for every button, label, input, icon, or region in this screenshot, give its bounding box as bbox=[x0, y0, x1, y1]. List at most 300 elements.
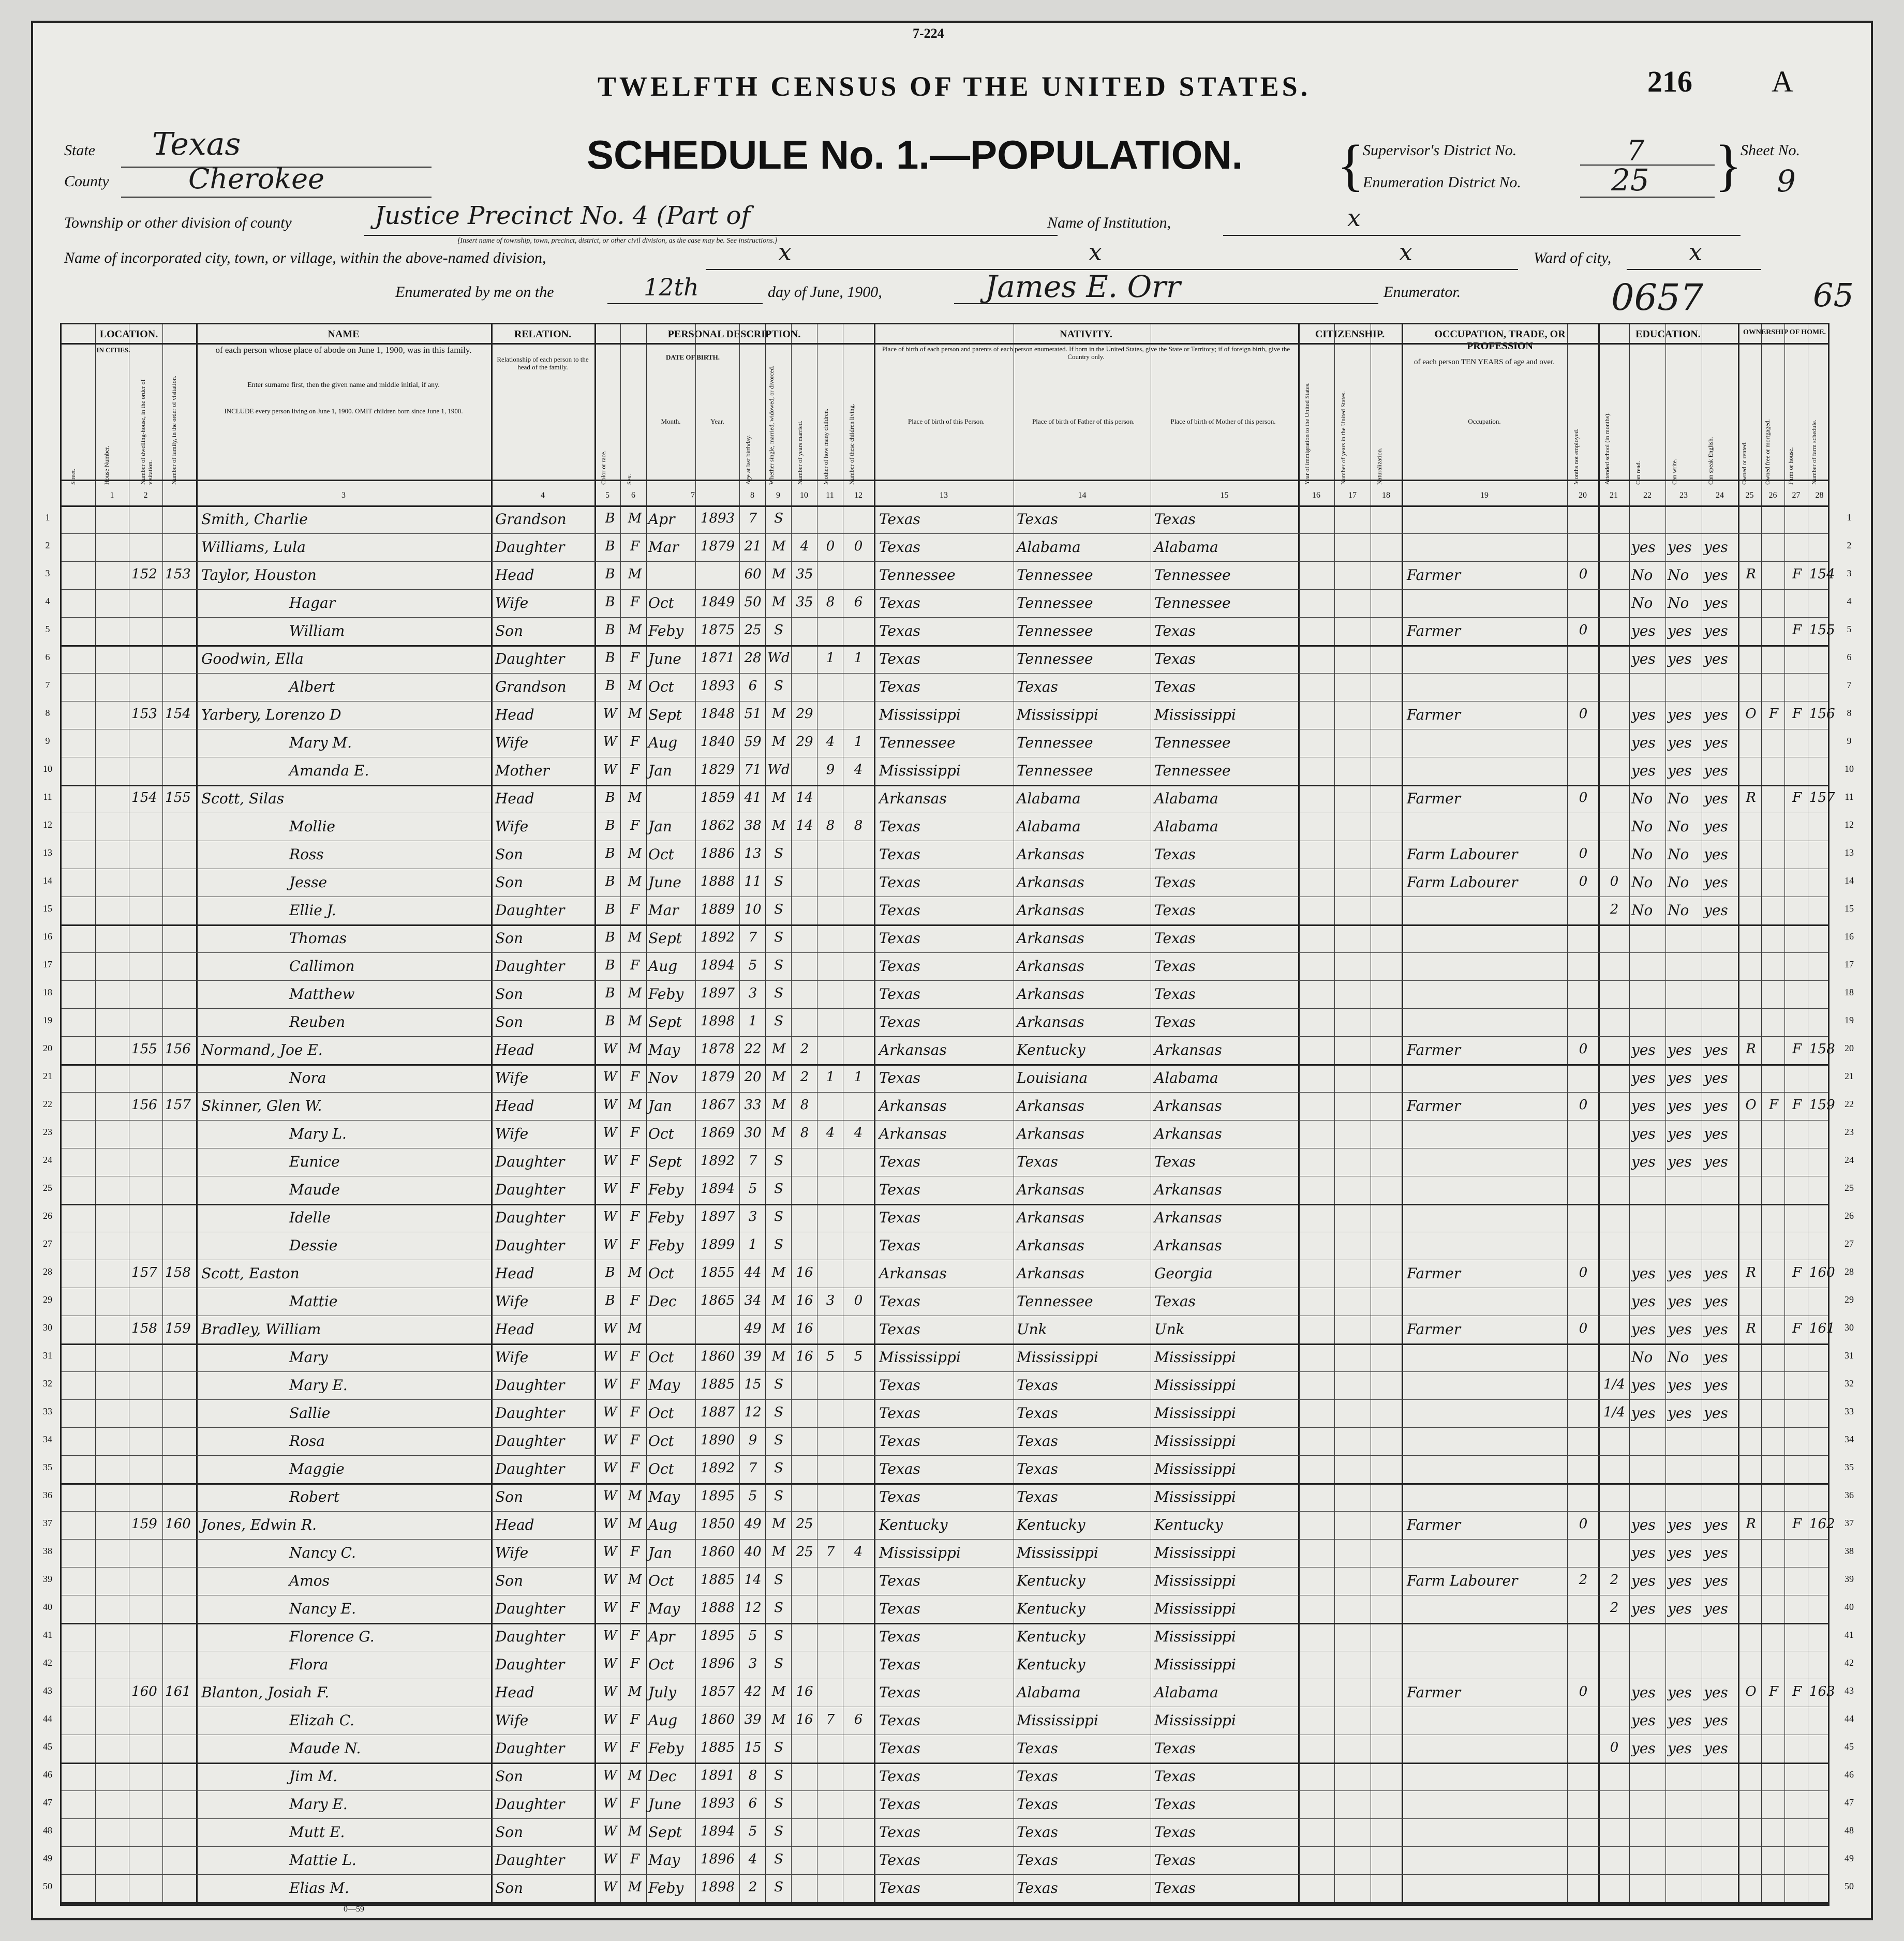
line-number: 9 bbox=[1847, 736, 1852, 746]
line-number: 28 bbox=[43, 1266, 52, 1277]
population-table bbox=[60, 323, 1835, 1906]
relation: Daughter bbox=[495, 1852, 565, 1869]
father-birthplace: Alabama bbox=[1017, 790, 1081, 807]
can-read: No bbox=[1631, 1349, 1653, 1366]
institution-label: Name of Institution, bbox=[1047, 214, 1171, 231]
age: 1 bbox=[748, 1013, 757, 1029]
can-write: yes bbox=[1668, 1600, 1692, 1617]
marital-status: M bbox=[771, 1712, 786, 1727]
can-write: yes bbox=[1668, 1041, 1692, 1058]
row-rule bbox=[62, 1846, 1828, 1847]
marital-status: S bbox=[774, 622, 783, 638]
person-name: Mary L. bbox=[289, 1125, 347, 1142]
relation: Son bbox=[495, 1488, 524, 1505]
sex: F bbox=[630, 1460, 640, 1476]
color: B bbox=[605, 511, 615, 526]
column-number: 23 bbox=[1679, 491, 1688, 500]
relation: Daughter bbox=[495, 1209, 565, 1226]
relation: Daughter bbox=[495, 1432, 565, 1450]
group-citizenship: CITIZENSHIP. bbox=[1315, 329, 1385, 340]
row-rule bbox=[62, 561, 1828, 562]
birthplace: Texas bbox=[879, 678, 920, 695]
marital-status: M bbox=[771, 1041, 786, 1057]
occupation: Farmer bbox=[1407, 1097, 1461, 1114]
line-number: 5 bbox=[1847, 624, 1852, 634]
col-immigration: Year of immigration to the United States. bbox=[1303, 382, 1311, 485]
line-number: 35 bbox=[43, 1462, 52, 1472]
mother-birthplace: Texas bbox=[1154, 874, 1196, 891]
mother-birthplace: Unk bbox=[1154, 1321, 1185, 1338]
margin-number: 0657 bbox=[1611, 276, 1704, 319]
mother-birthplace: Alabama bbox=[1154, 539, 1218, 556]
row-rule bbox=[62, 1790, 1828, 1791]
age: 50 bbox=[744, 594, 762, 610]
mother-birthplace: Alabama bbox=[1154, 1069, 1218, 1086]
can-speak-english: yes bbox=[1704, 1097, 1728, 1114]
month-header: Month. bbox=[661, 417, 681, 425]
can-speak-english: yes bbox=[1704, 874, 1728, 891]
line-number: 44 bbox=[43, 1713, 52, 1724]
can-write: yes bbox=[1668, 650, 1692, 667]
children-living: 4 bbox=[854, 1125, 863, 1141]
can-read: No bbox=[1631, 594, 1653, 611]
color: W bbox=[603, 1516, 617, 1532]
line-number: 10 bbox=[1844, 764, 1854, 774]
birthplace: Arkansas bbox=[879, 1097, 947, 1114]
marital-status: S bbox=[774, 511, 783, 526]
can-write: No bbox=[1668, 566, 1689, 584]
birth-month: Sept bbox=[648, 930, 682, 947]
birthplace: Texas bbox=[879, 1432, 920, 1450]
father-birthplace: Arkansas bbox=[1017, 1181, 1084, 1198]
relation: Head bbox=[495, 566, 534, 584]
line-number: 2 bbox=[1847, 540, 1852, 550]
father-birthplace: Texas bbox=[1017, 1153, 1058, 1170]
birthplace: Texas bbox=[879, 874, 920, 891]
birthplace: Texas bbox=[879, 1684, 920, 1701]
sex: F bbox=[630, 1293, 640, 1308]
age: 33 bbox=[744, 1097, 762, 1113]
birth-year: 1859 bbox=[700, 790, 735, 805]
mother-birthplace: Tennessee bbox=[1154, 734, 1231, 751]
mother-of: 8 bbox=[826, 594, 835, 610]
relation: Head bbox=[495, 1097, 534, 1114]
line-number: 35 bbox=[1844, 1462, 1854, 1472]
column-number: 13 bbox=[940, 491, 948, 500]
person-name: Idelle bbox=[289, 1209, 331, 1226]
row-rule bbox=[62, 1539, 1828, 1540]
relation: Head bbox=[495, 1516, 534, 1533]
age: 25 bbox=[744, 622, 762, 638]
age: 49 bbox=[744, 1321, 762, 1336]
birth-year: 1893 bbox=[700, 511, 735, 526]
birth-month: Oct bbox=[648, 1125, 674, 1142]
col-naturalization: Naturalization. bbox=[1376, 447, 1383, 485]
free-mortgaged: F bbox=[1768, 1684, 1779, 1699]
city-value-3: x bbox=[1399, 238, 1412, 266]
line-number: 8 bbox=[1847, 708, 1852, 718]
birth-year: 1862 bbox=[700, 818, 735, 833]
relation: Daughter bbox=[495, 1153, 565, 1170]
row-rule bbox=[62, 1511, 1828, 1512]
age: 5 bbox=[748, 1488, 757, 1504]
can-write: No bbox=[1668, 594, 1689, 611]
birth-year: 1885 bbox=[700, 1740, 735, 1755]
mother-birthplace: Texas bbox=[1154, 902, 1196, 919]
age: 8 bbox=[748, 1768, 757, 1783]
color: W bbox=[603, 1432, 617, 1448]
birthplace: Texas bbox=[879, 1181, 920, 1198]
years-married: 16 bbox=[796, 1712, 813, 1727]
marital-status: S bbox=[774, 874, 783, 889]
relation: Daughter bbox=[495, 1377, 565, 1394]
sex: M bbox=[628, 874, 642, 889]
mother-birthplace: Texas bbox=[1154, 958, 1196, 975]
color: W bbox=[603, 1097, 617, 1113]
relation: Daughter bbox=[495, 902, 565, 919]
person-name: Jim M. bbox=[289, 1768, 338, 1785]
father-birthplace: Texas bbox=[1017, 1488, 1058, 1505]
can-write: yes bbox=[1668, 1516, 1692, 1533]
birthplace: Mississippi bbox=[879, 706, 961, 723]
person-name: Amos bbox=[289, 1572, 330, 1589]
color: W bbox=[603, 1852, 617, 1867]
birth-month: Feby bbox=[648, 1740, 684, 1757]
relation: Daughter bbox=[495, 1656, 565, 1673]
birth-year: 1890 bbox=[700, 1432, 735, 1448]
line-number: 17 bbox=[43, 959, 52, 969]
line-number: 6 bbox=[45, 652, 50, 662]
birthplace: Texas bbox=[879, 1768, 920, 1785]
marital-status: S bbox=[774, 1460, 783, 1476]
can-speak-english: yes bbox=[1704, 818, 1728, 835]
marital-status: S bbox=[774, 1796, 783, 1811]
sex: M bbox=[628, 1265, 642, 1280]
can-read: No bbox=[1631, 874, 1653, 891]
stamp-number: 216 bbox=[1647, 65, 1692, 98]
sex: F bbox=[630, 1349, 640, 1364]
birth-year: 1871 bbox=[700, 650, 735, 666]
birth-year: 1840 bbox=[700, 734, 735, 750]
line-number: 21 bbox=[43, 1071, 52, 1081]
owned-rented: R bbox=[1746, 1265, 1756, 1280]
nativity-instruction: Place of birth of each person and parents of each person enumerated. If born in the United States, give the State or Territory; if of foreign birth, give the Country only. bbox=[882, 345, 1290, 361]
age: 12 bbox=[744, 1600, 762, 1616]
line-number: 14 bbox=[43, 875, 52, 886]
person-name: Williams, Lula bbox=[201, 539, 306, 556]
birth-month: Sept bbox=[648, 706, 682, 723]
sex: M bbox=[628, 566, 642, 582]
birthplace: Texas bbox=[879, 511, 920, 528]
mother-birthplace: Alabama bbox=[1154, 790, 1218, 807]
line-number: 29 bbox=[1844, 1294, 1854, 1305]
line-number: 20 bbox=[43, 1043, 52, 1053]
father-birthplace: Unk bbox=[1017, 1321, 1047, 1338]
age: 28 bbox=[744, 650, 762, 666]
mother-birthplace: Texas bbox=[1154, 1740, 1196, 1757]
birth-month: Feby bbox=[648, 986, 684, 1003]
school-months: 2 bbox=[1610, 902, 1619, 917]
marital-status: S bbox=[774, 1013, 783, 1029]
col-school: Attended school (in months). bbox=[1603, 412, 1611, 485]
line-number: 47 bbox=[1844, 1797, 1854, 1808]
can-write: No bbox=[1668, 1349, 1689, 1366]
birth-year: 1848 bbox=[700, 706, 735, 722]
birth-month: May bbox=[648, 1041, 680, 1058]
birth-month: Oct bbox=[648, 1432, 674, 1450]
father-birthplace: Kentucky bbox=[1017, 1572, 1085, 1589]
relation: Son bbox=[495, 622, 524, 639]
owned-rented: O bbox=[1745, 706, 1757, 722]
father-birthplace: Tennessee bbox=[1017, 734, 1093, 751]
line-number: 19 bbox=[43, 1015, 52, 1025]
birth-year: 1889 bbox=[700, 902, 735, 917]
dwelling-number: 158 bbox=[131, 1321, 157, 1336]
color: W bbox=[603, 1768, 617, 1783]
person-name: Ellie J. bbox=[289, 902, 336, 919]
mother-birthplace: Texas bbox=[1154, 986, 1196, 1003]
birthplace: Texas bbox=[879, 1209, 920, 1226]
line-number: 49 bbox=[1844, 1853, 1854, 1863]
age: 34 bbox=[744, 1293, 762, 1308]
column-number: 4 bbox=[541, 491, 545, 500]
pob-person-header: Place of birth of this Person. bbox=[908, 417, 985, 425]
marital-status: M bbox=[771, 1293, 786, 1308]
birth-year: 1860 bbox=[700, 1712, 735, 1727]
birth-month: Mar bbox=[648, 902, 679, 919]
line-number: 24 bbox=[43, 1155, 52, 1165]
line-number: 8 bbox=[45, 708, 50, 718]
father-birthplace: Arkansas bbox=[1017, 874, 1084, 891]
birth-month: Aug bbox=[648, 1516, 678, 1533]
line-number: 12 bbox=[43, 819, 52, 830]
line-number: 50 bbox=[1844, 1881, 1854, 1891]
birth-year: 1893 bbox=[700, 1796, 735, 1811]
group-ownership: OWNERSHIP OF HOME. bbox=[1743, 329, 1826, 336]
line-number: 26 bbox=[1844, 1211, 1854, 1221]
family-number: 155 bbox=[165, 790, 191, 805]
can-read: yes bbox=[1631, 622, 1656, 639]
relation: Son bbox=[495, 1768, 524, 1785]
family-number: 156 bbox=[165, 1041, 191, 1057]
birthplace: Texas bbox=[879, 986, 920, 1003]
mother-birthplace: Georgia bbox=[1154, 1265, 1213, 1282]
birthplace: Texas bbox=[879, 539, 920, 556]
row-rule bbox=[62, 1204, 1828, 1205]
relation: Head bbox=[495, 706, 534, 723]
school-months: 2 bbox=[1610, 1600, 1619, 1616]
can-read: yes bbox=[1631, 1405, 1656, 1422]
months-unemployed: 0 bbox=[1579, 1265, 1588, 1280]
father-birthplace: Kentucky bbox=[1017, 1600, 1085, 1617]
person-name: Reuben bbox=[289, 1013, 346, 1031]
marital-status: S bbox=[774, 1209, 783, 1225]
row-rule bbox=[62, 1818, 1828, 1819]
mother-birthplace: Tennessee bbox=[1154, 594, 1231, 611]
color: W bbox=[603, 1684, 617, 1699]
relation: Wife bbox=[495, 1712, 529, 1729]
birth-year: 1891 bbox=[700, 1768, 735, 1783]
birth-month: Jan bbox=[648, 762, 672, 779]
relation: Grandson bbox=[495, 511, 567, 528]
age: 39 bbox=[744, 1712, 762, 1727]
family-number: 157 bbox=[165, 1097, 191, 1113]
years-married: 25 bbox=[796, 1544, 813, 1560]
person-name: Skinner, Glen W. bbox=[201, 1097, 322, 1114]
marital-status: M bbox=[771, 1321, 786, 1336]
birthplace: Texas bbox=[879, 1852, 920, 1869]
birth-month: Mar bbox=[648, 539, 679, 556]
sex: F bbox=[630, 594, 640, 610]
father-birthplace: Texas bbox=[1017, 511, 1058, 528]
column-number: 7 bbox=[691, 491, 695, 500]
line-number: 16 bbox=[1844, 931, 1854, 942]
sex: F bbox=[630, 902, 640, 917]
person-name: Maude N. bbox=[289, 1740, 361, 1757]
col-write: Can write. bbox=[1671, 459, 1678, 485]
line-number: 19 bbox=[1844, 1015, 1854, 1025]
can-write: yes bbox=[1668, 1153, 1692, 1170]
mother-birthplace: Texas bbox=[1154, 1796, 1196, 1813]
sex: F bbox=[630, 734, 640, 750]
row-rule bbox=[62, 1455, 1828, 1456]
color: B bbox=[605, 539, 615, 554]
supervisor-label: Supervisor's District No. bbox=[1363, 142, 1517, 159]
person-name: Callimon bbox=[289, 958, 355, 975]
line-number: 38 bbox=[1844, 1546, 1854, 1556]
birth-year: 1893 bbox=[700, 678, 735, 694]
person-name: Sallie bbox=[289, 1405, 331, 1422]
color: W bbox=[603, 1041, 617, 1057]
can-speak-english: yes bbox=[1704, 1572, 1728, 1589]
person-name: Maggie bbox=[289, 1460, 345, 1477]
sex: M bbox=[628, 1516, 642, 1532]
years-married: 16 bbox=[796, 1684, 813, 1699]
children-living: 0 bbox=[854, 1293, 863, 1308]
header-rule bbox=[62, 505, 1828, 507]
marital-status: M bbox=[771, 706, 786, 722]
can-write: yes bbox=[1668, 539, 1692, 556]
sex: F bbox=[630, 818, 640, 833]
mother-birthplace: Mississippi bbox=[1154, 1377, 1236, 1394]
sex: F bbox=[630, 1852, 640, 1867]
birthplace: Texas bbox=[879, 1879, 920, 1897]
mother-birthplace: Mississippi bbox=[1154, 1600, 1236, 1617]
can-read: yes bbox=[1631, 1321, 1656, 1338]
months-unemployed: 0 bbox=[1579, 1516, 1588, 1532]
relation: Daughter bbox=[495, 1405, 565, 1422]
column-number: 24 bbox=[1716, 491, 1724, 500]
age: 13 bbox=[744, 846, 762, 861]
father-birthplace: Texas bbox=[1017, 1460, 1058, 1477]
row-rule bbox=[62, 1399, 1828, 1400]
line-number: 25 bbox=[1844, 1183, 1854, 1193]
father-birthplace: Arkansas bbox=[1017, 1237, 1084, 1254]
birth-month: Feby bbox=[648, 1181, 684, 1198]
birth-year: 1888 bbox=[700, 874, 735, 889]
line-number: 4 bbox=[1847, 596, 1852, 606]
line-number: 45 bbox=[1844, 1741, 1854, 1752]
marital-status: M bbox=[771, 539, 786, 554]
person-name: Maude bbox=[289, 1181, 340, 1198]
sheet-label: Sheet No. bbox=[1741, 142, 1800, 159]
line-number: 41 bbox=[43, 1630, 52, 1640]
column-number: 28 bbox=[1815, 491, 1824, 500]
birth-year: 1892 bbox=[700, 930, 735, 945]
line-number: 45 bbox=[43, 1741, 52, 1752]
children-living: 5 bbox=[854, 1349, 863, 1364]
birth-year: 1867 bbox=[700, 1097, 735, 1113]
owned-rented: R bbox=[1746, 790, 1756, 805]
age: 60 bbox=[744, 566, 762, 582]
birthplace: Texas bbox=[879, 1572, 920, 1589]
birthplace: Kentucky bbox=[879, 1516, 948, 1533]
line-number: 30 bbox=[43, 1322, 52, 1333]
birthplace: Texas bbox=[879, 1628, 920, 1645]
color: W bbox=[603, 1740, 617, 1755]
line-number: 46 bbox=[43, 1769, 52, 1780]
marital-status: M bbox=[771, 1069, 786, 1085]
age: 41 bbox=[744, 790, 762, 805]
marital-status: M bbox=[771, 818, 786, 833]
can-write: yes bbox=[1668, 1069, 1692, 1086]
father-birthplace: Texas bbox=[1017, 1824, 1058, 1841]
can-read: yes bbox=[1631, 1600, 1656, 1617]
relation: Son bbox=[495, 1572, 524, 1589]
birth-month: Sept bbox=[648, 1824, 682, 1841]
line-number: 42 bbox=[1844, 1658, 1854, 1668]
children-living: 6 bbox=[854, 594, 863, 610]
person-name: Normand, Joe E. bbox=[201, 1041, 323, 1058]
occupation: Farmer bbox=[1407, 706, 1461, 723]
marital-status: M bbox=[771, 1265, 786, 1280]
can-read: No bbox=[1631, 790, 1653, 807]
birthplace: Arkansas bbox=[879, 1125, 947, 1142]
person-name: Nancy C. bbox=[289, 1544, 356, 1561]
age: 9 bbox=[748, 1432, 757, 1448]
line-number: 31 bbox=[1844, 1350, 1854, 1361]
person-name: Mattie bbox=[289, 1293, 338, 1310]
birth-year: 1869 bbox=[700, 1125, 735, 1141]
col-mother-of: Mother of how many children. bbox=[822, 409, 829, 485]
relation: Daughter bbox=[495, 958, 565, 975]
occupation-instruction: of each person TEN YEARS of age and over. bbox=[1414, 358, 1555, 366]
school-months: 0 bbox=[1610, 874, 1619, 889]
age: 44 bbox=[744, 1265, 762, 1280]
occupation: Farmer bbox=[1407, 622, 1461, 639]
birth-year: 1885 bbox=[700, 1377, 735, 1392]
sex: F bbox=[630, 1740, 640, 1755]
can-read: yes bbox=[1631, 1125, 1656, 1142]
person-name: Jones, Edwin R. bbox=[201, 1516, 317, 1533]
line-number: 15 bbox=[43, 903, 52, 914]
color: W bbox=[603, 1572, 617, 1588]
column-number: 16 bbox=[1312, 491, 1320, 500]
age: 30 bbox=[744, 1125, 762, 1141]
sex: M bbox=[628, 1879, 642, 1895]
color: W bbox=[603, 1656, 617, 1671]
mother-birthplace: Mississippi bbox=[1154, 1349, 1236, 1366]
line-number: 36 bbox=[43, 1490, 52, 1500]
can-write: No bbox=[1668, 874, 1689, 891]
mother-birthplace: Mississippi bbox=[1154, 1432, 1236, 1450]
relation: Head bbox=[495, 1684, 534, 1701]
father-birthplace: Texas bbox=[1017, 1852, 1058, 1869]
color: W bbox=[603, 706, 617, 722]
mother-birthplace: Alabama bbox=[1154, 818, 1218, 835]
column-number: 17 bbox=[1348, 491, 1357, 500]
birth-month: May bbox=[648, 1488, 680, 1505]
